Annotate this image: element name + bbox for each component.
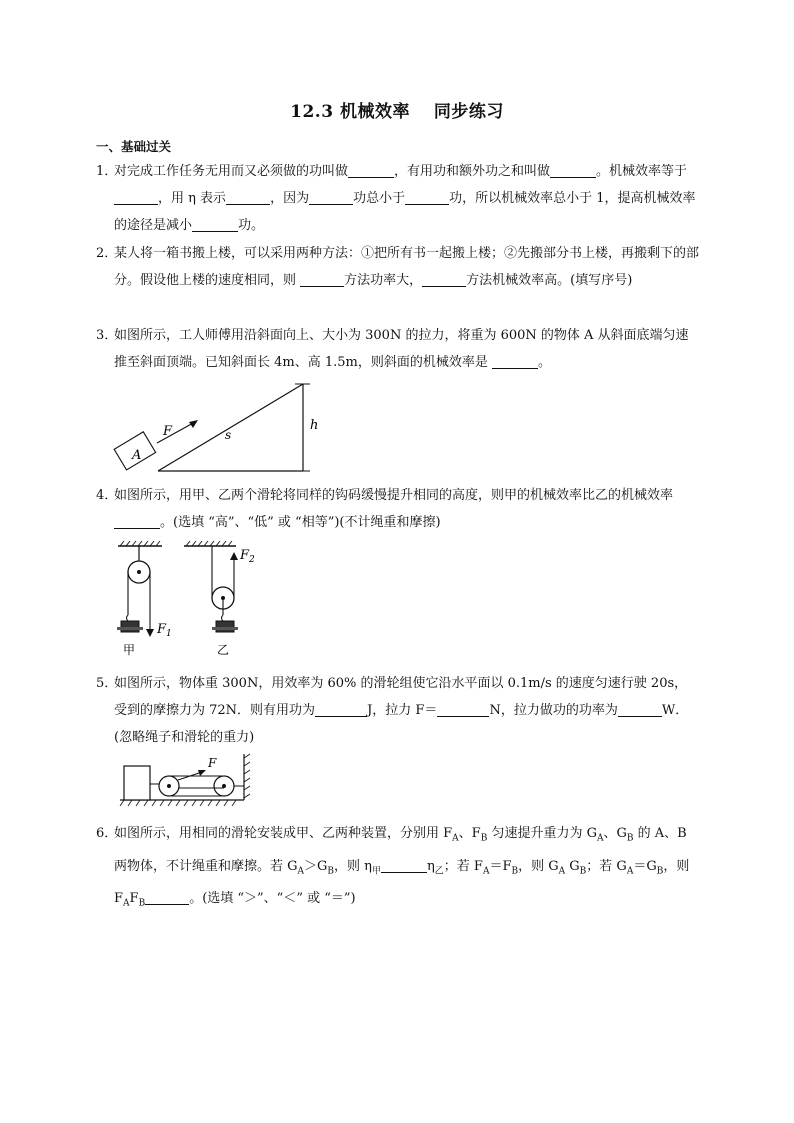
question-text: 如图所示，物体重 300N，用效率为 60% 的滑轮组使它沿水平面以 0.1m/s 的速度匀速行驶 20s，受到的摩擦力为 72N．则有用功为 [114,676,688,718]
question-text: 。 [538,355,552,370]
section-heading: 一、基础过关 [96,139,172,154]
question-text: 功总小于 [353,191,406,206]
subscript: 甲 [371,866,381,877]
question-number: 6． [96,826,118,841]
pulley-center [167,784,171,788]
weight-base [117,627,143,630]
arrow-head [146,629,154,637]
force-subscript: 2 [249,555,255,565]
horizontal-pulley-figure [118,750,254,808]
arrow-head [198,770,206,776]
question-text: 如图所示，用甲、乙两个滑轮将同样的钩码缓慢提升相同的高度，则甲的机械效率比乙的机械效率 [114,488,674,503]
question-text: G [565,858,580,874]
question-text: ，有用功和额外功之和叫做 [394,164,551,179]
question-text: 对完成工作任务无用而又必须做的功叫做 [114,164,349,179]
subscript: B [579,866,587,877]
force-subscript: 1 [166,629,172,639]
subscript: A [482,866,490,877]
question-text: ，则 F [114,858,690,907]
question-text: ；若 G [586,858,627,874]
question-number: 1． [96,164,118,179]
force-label: F [163,424,173,439]
subscript: B [138,898,146,909]
subscript: B [327,866,335,877]
question-text: ＝F [489,858,512,874]
answer-blank[interactable] [437,701,489,717]
question-text: 匀速提升重力为 G [487,826,597,841]
label-yi: 乙 [217,643,230,657]
subscript: A [123,898,130,909]
question-5 [96,670,700,751]
subscript: A [297,866,305,877]
question-text: 方法功率大， [344,273,423,288]
subscript: A [626,866,634,877]
question-text: ；若 F [443,858,483,874]
force-label: F [208,756,217,770]
question-number: 3． [96,328,118,343]
subscript: B [626,833,634,844]
question-text: 。机械效率等于 [596,164,688,179]
answer-blank[interactable] [145,889,189,905]
question-text: W．(忽略绳子和滑轮的重力) [114,703,689,745]
question-text: 方法机械效率高。(填写序号) [466,273,633,288]
question-6 [96,820,700,918]
answer-blank[interactable] [114,189,158,205]
answer-blank[interactable] [618,701,662,717]
subscript: A [558,866,566,877]
answer-blank[interactable] [492,353,538,369]
question-text: N，拉力做功的功率为 [489,703,618,718]
length-label: s [225,428,232,442]
answer-blank[interactable] [381,857,427,873]
weight-base [212,627,238,630]
label-jia: 甲 [123,643,136,657]
question-text: 如图所示，工人师傅用沿斜面向上、大小为 300N 的拉力，将重为 600N 的物体 A 从斜面底端匀速推至斜面顶端。已知斜面长 4m、高 1.5m，则斜面的机械效率是 [114,328,689,370]
answer-blank[interactable] [309,189,353,205]
question-2 [96,240,700,294]
question-text: ，则 η [334,858,372,874]
block-label: A [132,448,142,463]
subscript: 乙 [434,866,444,877]
question-text: ，则 G [518,858,559,874]
force-label: F [240,548,250,563]
force-label: F [157,622,167,637]
incline-figure [110,378,330,476]
wall-hatch [244,754,250,798]
question-3 [96,322,700,376]
question-text: 、G [603,826,627,841]
answer-blank[interactable] [226,189,270,205]
question-text: ，因为 [270,191,310,206]
subscript: A [596,833,604,844]
question-text: J，拉力 F＝ [367,703,438,718]
answer-blank[interactable] [300,271,344,287]
subscript: A [452,833,459,844]
question-text: ＞G [304,858,328,874]
arrow-head [189,420,198,428]
question-number: 4． [96,488,118,503]
subscript: B [656,866,664,877]
subscript: B [511,866,519,877]
pulleys-figure [112,540,262,660]
question-4 [96,482,700,536]
question-1 [96,158,700,239]
question-text: ，用 η 表示 [158,191,227,206]
height-label: h [310,418,319,433]
object-block [124,766,150,800]
answer-blank[interactable] [114,513,160,529]
answer-blank[interactable] [422,271,466,287]
pulley-center [222,784,226,788]
question-text: 的 A、B 两物体，不计绳重和摩擦。若 G [114,826,687,874]
question-text: ＝G [633,858,657,874]
question-text: 某人将一箱书搬上楼，可以采用两种方法：①把所有书一起搬上楼；②先搬部分书上楼，再搬剩下的部分。假设他上楼的速度相同，则 [114,246,700,288]
answer-blank[interactable] [315,701,367,717]
question-text: 。(选填 “高”、“低” 或 “相等”)(不计绳重和摩擦) [160,515,441,530]
question-number: 5． [96,676,118,691]
subscript: B [480,833,488,844]
answer-blank[interactable] [192,216,238,232]
answer-blank[interactable] [348,162,394,178]
page-title: 12.3 机械效率 同步练习 [290,102,504,122]
question-text: 、F [458,826,481,841]
answer-blank[interactable] [550,162,596,178]
pulley-center [221,596,225,600]
question-text: 功，所以机械效率总小于 1，提高机械效率的途径是减小 [114,191,696,233]
answer-blank[interactable] [405,189,449,205]
weight [216,621,234,632]
question-text: F [129,891,139,907]
question-text: 。(选填 “＞”、“＜” 或 “＝”) [189,891,356,907]
ground-hatch [120,800,236,806]
question-text: 功。 [238,218,265,233]
question-text: η [426,858,435,874]
pulley-center [137,570,141,574]
question-text: 如图所示，用相同的滑轮安装成甲、乙两种装置，分别用 F [114,826,453,841]
weight [121,621,139,632]
arrow-head [230,552,238,560]
question-number: 2． [96,246,118,261]
